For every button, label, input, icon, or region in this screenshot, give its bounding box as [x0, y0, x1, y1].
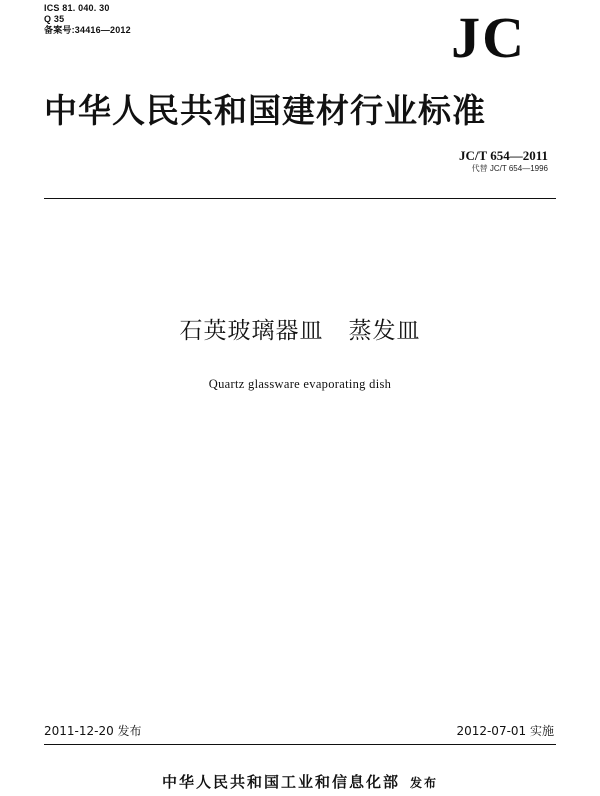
record-number: 备案号:34416—2012 — [44, 25, 131, 35]
publisher-line — [0, 772, 600, 793]
standard-number: JC/T 654—2011 — [459, 148, 548, 163]
standard-number-block — [459, 148, 548, 174]
ics-code: ICS 81. 040. 30 — [44, 3, 110, 13]
implementation-date: 2012-07-01 实施 — [456, 724, 554, 738]
classification-codes — [44, 3, 131, 36]
jc-logo: JC — [451, 5, 526, 70]
document-title: 石英玻璃器皿 蒸发皿 — [179, 318, 421, 344]
issue-date: 2011-12-20 发布 — [44, 724, 142, 738]
standard-category-title: 中华人民共和国建材行业标准 — [44, 91, 486, 130]
document-title-english: Quartz glassware evaporating dish — [208, 377, 392, 391]
publisher-organization: 中华人民共和国工业和信息化部 — [161, 773, 400, 791]
ccs-code: Q 35 — [44, 14, 65, 24]
footer-divider — [44, 744, 556, 745]
publish-label: 发布 — [410, 776, 439, 790]
header-divider — [44, 198, 556, 199]
replaces-standard: 代替 JC/T 654—1996 — [471, 164, 548, 173]
